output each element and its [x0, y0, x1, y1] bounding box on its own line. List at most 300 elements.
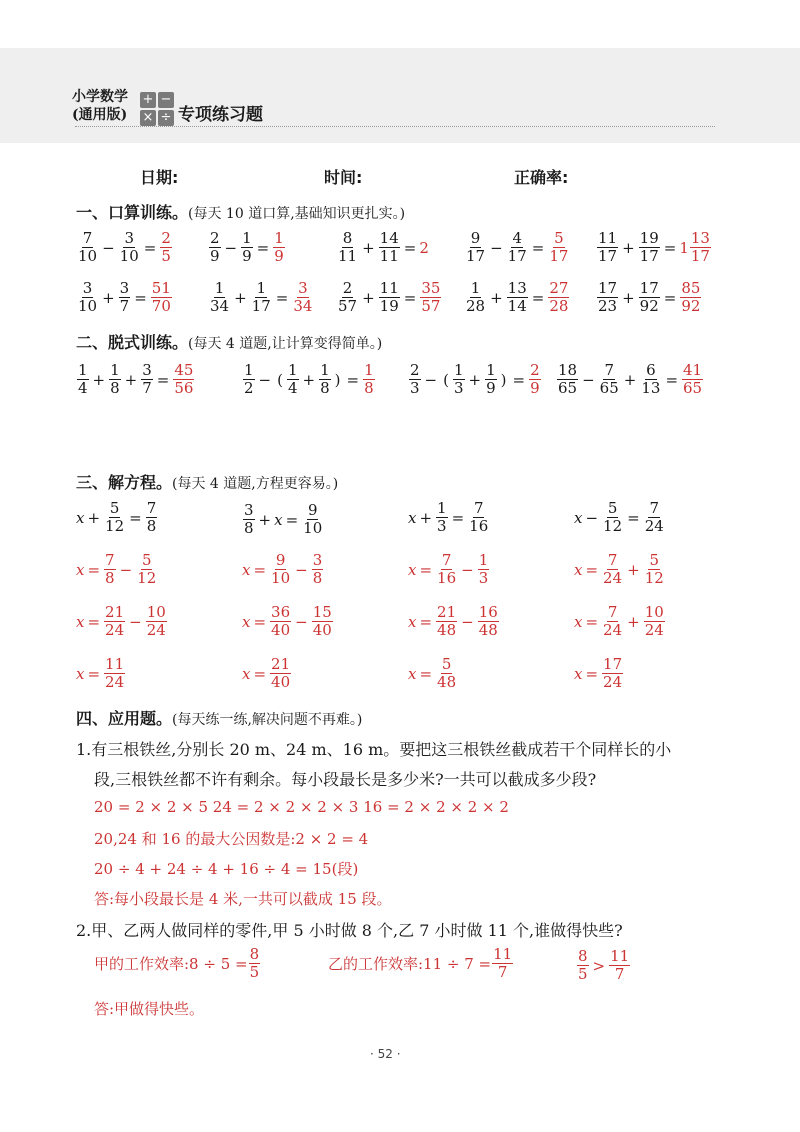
date-label: 日期: [140, 168, 179, 187]
fraction [644, 604, 665, 639]
numerator: 10 [146, 603, 166, 621]
answer-line: 20,24 和 16 的最大公因数是:2 × 2 = 4 [94, 830, 369, 848]
numerator: 21 [105, 603, 125, 621]
operator: = [87, 664, 101, 683]
numerator: 16 [478, 603, 498, 621]
operator: + [623, 370, 637, 389]
numerator: 3 [82, 279, 93, 297]
operator: = [419, 664, 433, 683]
denominator: 4 [287, 379, 298, 397]
denominator: 9 [210, 247, 220, 265]
header-divider [75, 126, 715, 127]
denominator: 57 [421, 297, 441, 315]
operator: = [585, 560, 599, 579]
denominator: 24 [105, 621, 125, 639]
operator: + [124, 370, 138, 389]
operator: = [253, 612, 267, 631]
variable: x [274, 510, 283, 529]
numerator: 1 [437, 499, 447, 517]
variable: x [408, 612, 417, 631]
operator: = [419, 560, 433, 579]
denominator: 2 [244, 379, 254, 397]
fraction [141, 362, 153, 397]
numerator: 2 [342, 279, 353, 297]
operator: = [285, 510, 299, 529]
section-title: 二、脱式训练。 [76, 333, 189, 352]
fraction [270, 552, 291, 587]
equation-line [574, 604, 666, 639]
operator: + [627, 560, 640, 579]
variable: x [408, 560, 417, 579]
numerator: 2 [161, 229, 171, 247]
numerator: 1 [364, 361, 374, 379]
operator: + [622, 288, 635, 307]
answer-line: 答:甲做得快些。 [94, 1000, 205, 1018]
denominator: 7 [142, 379, 152, 397]
equation-line [242, 656, 292, 691]
denominator: 23 [598, 297, 618, 315]
operator: − [224, 238, 238, 257]
operator: − [295, 560, 308, 579]
operator: + [92, 370, 106, 389]
number: 2 [419, 238, 429, 257]
operator: = [451, 508, 465, 527]
numerator: 15 [312, 603, 332, 621]
accuracy-label: 正确率: [514, 168, 569, 187]
numerator: 8 [342, 229, 353, 247]
denominator: 3 [437, 517, 447, 535]
oral-problem [208, 278, 314, 315]
denominator: 70 [151, 297, 171, 315]
fraction [104, 552, 116, 587]
numerator: 45 [174, 361, 194, 379]
numerator: 4 [512, 229, 522, 247]
numerator: 1 [470, 279, 481, 297]
denominator: 24 [146, 621, 166, 639]
fraction [639, 230, 660, 265]
denominator: 8 [320, 379, 330, 397]
numerator: 21 [437, 603, 457, 621]
operator: = [585, 664, 599, 683]
fraction [436, 500, 448, 535]
plus-icon: + [140, 92, 156, 108]
fraction [557, 362, 578, 397]
numerator: 7 [607, 551, 618, 569]
variable: x [408, 508, 417, 527]
fraction [119, 280, 131, 315]
page-title: 专项练习题 [178, 105, 263, 125]
numerator: 7 [649, 499, 660, 517]
numerator: 10 [644, 603, 664, 621]
fraction [602, 500, 623, 535]
oral-problem [76, 278, 173, 315]
operator: − [490, 238, 503, 257]
fraction [337, 280, 358, 315]
operator: = [346, 370, 360, 389]
operator: ( [277, 370, 283, 389]
fraction [507, 280, 528, 315]
operator: > [592, 956, 606, 975]
operator: = [87, 612, 101, 631]
denominator: 24 [644, 517, 664, 535]
denominator: 17 [690, 247, 710, 265]
numerator: 3 [119, 279, 130, 297]
fraction [465, 280, 486, 315]
denominator: 24 [603, 673, 623, 691]
equation-line [242, 604, 334, 639]
numerator: 41 [683, 361, 703, 379]
fraction: $\frac{8}{5}$ [249, 945, 260, 981]
word-problem-2-line1: 2.甲、乙两人做同样的零件,甲 5 小时做 8 个,乙 7 小时做 11 个,谁做得快些? [76, 921, 623, 940]
fraction [602, 604, 623, 639]
numerator: 1 [274, 229, 284, 247]
denominator: 16 [469, 517, 489, 535]
numerator: 2 [410, 361, 420, 379]
oral-problem [208, 228, 286, 265]
operator: = [531, 288, 545, 307]
denominator: 3 [453, 379, 464, 397]
series-brand [72, 88, 128, 124]
denominator: 7 [119, 297, 130, 315]
equation-line [408, 656, 458, 691]
operator: = [156, 370, 170, 389]
denominator: 9 [530, 379, 540, 397]
operator: = [419, 612, 433, 631]
fraction [136, 552, 157, 587]
denominator: 12 [105, 517, 125, 535]
denominator: 9 [242, 247, 252, 265]
section-oral-heading [76, 200, 405, 223]
numerator: 36 [271, 603, 291, 621]
denominator: 17 [639, 247, 659, 265]
equation-line [76, 552, 158, 587]
numerator: 1 [453, 361, 464, 379]
denominator: 24 [105, 673, 125, 691]
number: 1 [679, 238, 689, 257]
variable: x [242, 612, 251, 631]
operator: ( [443, 370, 449, 389]
brand-line2: (通用版) [72, 107, 128, 123]
numerator: 2 [530, 361, 540, 379]
fraction [379, 280, 400, 315]
numerator: 1 [78, 361, 88, 379]
numerator: 17 [598, 279, 618, 297]
operator: − [102, 238, 115, 257]
operator: − [461, 612, 474, 631]
numerator: 1 [320, 361, 330, 379]
efficiency-b-label: 乙的工作效率:11 ÷ 7 = [328, 955, 492, 973]
fraction [251, 280, 272, 315]
fraction [644, 500, 665, 535]
section-note: (每天 10 道口算,基础知识更扎实。) [188, 206, 406, 222]
operator: = [256, 238, 270, 257]
operator: + [622, 238, 635, 257]
numerator: 5 [649, 551, 660, 569]
denominator: 10 [119, 247, 139, 265]
oral-problem [596, 278, 702, 315]
numerator: 17 [603, 655, 623, 673]
equation-line [408, 552, 490, 587]
operator: + [419, 508, 433, 527]
section-title: 三、解方程。 [76, 473, 173, 492]
numerator: 3 [312, 551, 323, 569]
variable: x [76, 560, 85, 579]
numerator: 7 [604, 361, 614, 379]
numerator: 35 [421, 279, 441, 297]
numerator: 6 [646, 361, 656, 379]
numerator: 9 [275, 551, 286, 569]
denominator: 7 [614, 965, 625, 983]
numerator: 8 [578, 947, 588, 965]
section-note: (每天 4 道题,方程更容易。) [172, 476, 339, 492]
efficiency-compare [576, 946, 631, 983]
denominator: 92 [681, 297, 701, 315]
fraction [209, 230, 221, 265]
section-word-heading [76, 706, 362, 729]
numerator: 3 [298, 279, 308, 297]
operator: + [627, 612, 640, 631]
denominator: 34 [293, 297, 313, 315]
numerator: 1 [244, 361, 254, 379]
section-simplify-heading [76, 330, 382, 353]
operator: + [468, 370, 482, 389]
fraction [609, 948, 630, 983]
denominator: 8 [364, 379, 374, 397]
oral-problem [336, 228, 429, 265]
denominator: 65 [558, 379, 578, 397]
fraction [146, 500, 158, 535]
numerator: 9 [307, 501, 318, 519]
denominator: 3 [410, 379, 420, 397]
oral-problem [76, 228, 173, 265]
operator: = [627, 508, 640, 527]
fraction [337, 230, 358, 265]
fraction [104, 604, 125, 639]
denominator: 10 [78, 297, 98, 315]
equation-line [76, 604, 168, 639]
operator: = [253, 664, 267, 683]
variable: x [242, 560, 251, 579]
fraction [548, 280, 569, 315]
denominator: 10 [78, 247, 98, 265]
fraction [436, 656, 457, 691]
operator: = [253, 560, 267, 579]
efficiency-a [94, 946, 261, 981]
denominator: 13 [641, 379, 661, 397]
fraction [302, 502, 323, 537]
denominator: 48 [437, 673, 457, 691]
numerator: 7 [146, 499, 157, 517]
fraction [597, 230, 618, 265]
numerator: 11 [598, 229, 618, 247]
numerator: 5 [141, 551, 152, 569]
denominator: 92 [639, 297, 659, 315]
fraction [273, 230, 285, 265]
fraction [639, 280, 660, 315]
simplify-problem [408, 360, 542, 397]
denominator: 48 [437, 621, 457, 639]
numerator: 85 [681, 279, 701, 297]
fraction [292, 280, 313, 315]
fraction [270, 656, 291, 691]
numerator: 1 [287, 361, 298, 379]
denominator: 28 [466, 297, 486, 315]
operator: − [129, 612, 142, 631]
variable: x [408, 664, 417, 683]
numerator: 3 [142, 361, 152, 379]
equation-line [574, 552, 666, 587]
numerator: 17 [639, 279, 659, 297]
divide-icon: ÷ [158, 110, 174, 126]
operator: = [585, 612, 599, 631]
operator: + [490, 288, 503, 307]
operator: + [258, 510, 272, 529]
numerator: 5 [441, 655, 452, 673]
numerator: 7 [82, 229, 93, 247]
fraction [319, 362, 331, 397]
word-problem-1-line1: 1.有三根铁丝,分别长 20 m、24 m、16 m。要把这三根铁丝截成若干个同样长的小 [76, 740, 672, 759]
numerator: 11 [379, 279, 399, 297]
denominator: 12 [603, 517, 623, 535]
page-number: · 52 · [370, 1047, 401, 1061]
fraction [478, 604, 499, 639]
numerator: 11 [105, 655, 125, 673]
fraction [287, 362, 299, 397]
operator: = [87, 560, 101, 579]
fraction [577, 948, 589, 983]
variable: x [574, 612, 583, 631]
operator: − [585, 508, 599, 527]
denominator: 28 [549, 297, 569, 315]
operator: ) [334, 370, 341, 389]
denominator: 40 [312, 621, 332, 639]
fraction [465, 230, 486, 265]
numerator: 14 [379, 229, 399, 247]
efficiency-a-label: 甲的工作效率:8 ÷ 5 = [94, 955, 248, 973]
variable: x [574, 508, 583, 527]
section-equations-heading [76, 470, 338, 493]
numerator: 7 [473, 499, 484, 517]
fraction: $\frac{11}{7}$ [493, 945, 513, 981]
operator: = [129, 508, 142, 527]
equation-line [76, 500, 158, 535]
denominator: 17 [598, 247, 618, 265]
operator: − [582, 370, 595, 389]
operator: = [143, 238, 157, 257]
fraction [243, 362, 255, 397]
word-problem-1-line2: 段,三根铁丝都不许有剩余。每小段最长是多少米?一共可以截成多少段? [94, 770, 597, 789]
fraction [312, 604, 333, 639]
fraction [173, 362, 194, 397]
numerator: 21 [271, 655, 291, 673]
variable: x [76, 664, 85, 683]
fraction [109, 362, 121, 397]
fraction [468, 500, 489, 535]
numerator: 3 [124, 229, 134, 247]
denominator: 57 [338, 297, 358, 315]
operator: + [362, 288, 375, 307]
denominator: 8 [105, 569, 115, 587]
answer-line: 20 ÷ 4 + 24 ÷ 4 + 16 ÷ 4 = 15(段) [94, 860, 359, 878]
denominator: 8 [146, 517, 157, 535]
oral-problem [464, 278, 570, 315]
fraction [599, 362, 620, 397]
numerator: 1 [242, 229, 252, 247]
numerator: 13 [690, 229, 710, 247]
operator: − [258, 370, 272, 389]
equation-line [408, 500, 490, 535]
denominator: 34 [210, 297, 230, 315]
denominator: 40 [271, 673, 291, 691]
fraction [507, 230, 528, 265]
denominator: 9 [486, 379, 496, 397]
operator: + [102, 288, 115, 307]
variable: x [76, 612, 85, 631]
operator: − [119, 560, 133, 579]
operator: = [663, 238, 677, 257]
variable: x [76, 508, 85, 527]
time-label: 时间: [324, 168, 363, 187]
fraction [690, 230, 711, 265]
operator: = [531, 238, 545, 257]
denominator: 11 [379, 247, 399, 265]
fraction [104, 500, 125, 535]
denominator: 40 [271, 621, 291, 639]
denominator: 8 [312, 569, 323, 587]
numerator: 1 [256, 279, 266, 297]
fraction [602, 552, 623, 587]
operator: − [295, 612, 308, 631]
fraction [312, 552, 324, 587]
denominator: 12 [137, 569, 157, 587]
section-note: (每天练一练,解决问题不再难。) [172, 712, 363, 728]
fraction [597, 280, 618, 315]
fraction [209, 280, 230, 315]
oral-problem [596, 228, 712, 265]
denominator: 24 [603, 569, 623, 587]
denominator: 17 [251, 297, 271, 315]
simplify-problem [76, 360, 195, 397]
denominator: 8 [110, 379, 120, 397]
denominator: 16 [437, 569, 457, 587]
denominator: 10 [303, 519, 323, 537]
numerator: 7 [441, 551, 452, 569]
brand-line1: 小学数学 [72, 89, 128, 105]
fraction [436, 604, 457, 639]
fraction [379, 230, 400, 265]
denominator: 17 [507, 247, 527, 265]
fraction [77, 362, 89, 397]
denominator: 5 [578, 965, 588, 983]
denominator: 17 [549, 247, 569, 265]
fraction [436, 552, 457, 587]
oral-problem [464, 228, 570, 265]
operator: + [302, 370, 316, 389]
operator: + [87, 508, 101, 527]
numerator: 51 [151, 279, 171, 297]
simplify-problem [242, 360, 376, 397]
fraction [602, 656, 623, 691]
denominator: 19 [379, 297, 399, 315]
equation-line [76, 656, 126, 691]
minus-icon: − [158, 92, 174, 108]
operator: = [403, 238, 417, 257]
fraction [243, 502, 255, 537]
operator: = [403, 288, 417, 307]
variable: x [574, 664, 583, 683]
numerator: 13 [507, 279, 527, 297]
section-note: (每天 4 道题,让计算变得简单。) [188, 336, 383, 352]
